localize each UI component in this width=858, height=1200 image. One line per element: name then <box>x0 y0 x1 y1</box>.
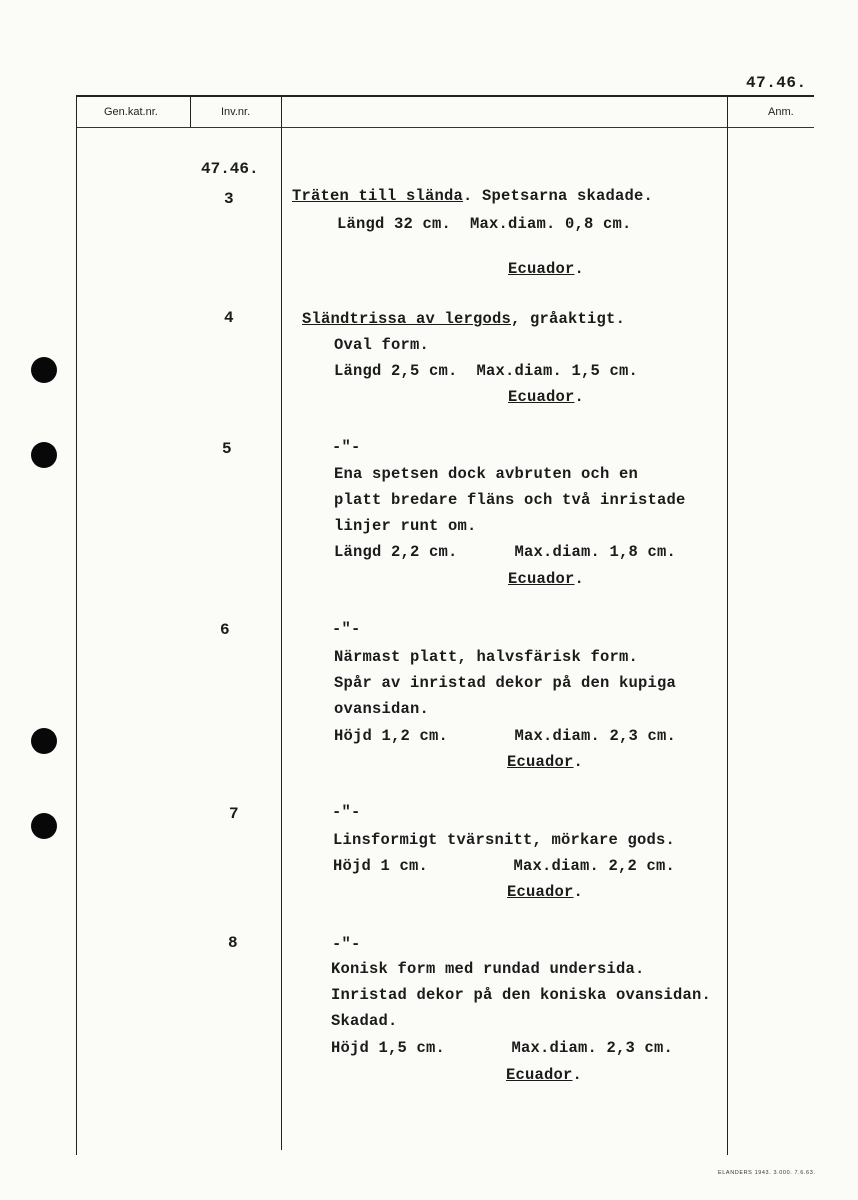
header-anm: Anm. <box>768 106 794 118</box>
column-divider <box>190 95 191 127</box>
object-title: Träten till slända <box>292 187 464 205</box>
inventory-number: 5 <box>222 440 232 458</box>
inventory-number: 8 <box>228 934 238 952</box>
entry-line <box>332 620 361 638</box>
entry-line <box>333 831 675 849</box>
entry-line <box>334 362 638 380</box>
entry-line <box>334 465 638 483</box>
line-text: . <box>573 883 584 901</box>
provenance: Ecuador <box>506 1066 573 1084</box>
entry-line <box>507 753 583 771</box>
entry-line <box>332 438 361 456</box>
provenance: Ecuador <box>508 570 575 588</box>
inventory-number: 6 <box>220 621 230 639</box>
inventory-number: 7 <box>229 805 239 823</box>
entry-line <box>334 517 477 535</box>
top-rule <box>76 95 814 97</box>
punch-hole <box>31 442 57 468</box>
entry-line <box>507 883 583 901</box>
line-text: Längd 32 cm. Max.diam. 0,8 cm. <box>337 215 632 233</box>
column-divider <box>76 95 77 1155</box>
line-text: linjer runt om. <box>334 517 477 535</box>
line-text: -"- <box>332 803 361 821</box>
printer-imprint: ELANDERS 1943. 3.000. 7.6.63. <box>718 1170 816 1176</box>
line-text: , gråaktigt. <box>511 310 626 328</box>
line-text: Längd 2,2 cm. Max.diam. 1,8 cm. <box>334 543 677 561</box>
entry-line <box>508 570 584 588</box>
line-text: -"- <box>332 438 361 456</box>
punch-hole <box>31 728 57 754</box>
line-text: Längd 2,5 cm. Max.diam. 1,5 cm. <box>334 362 639 380</box>
entry-line <box>302 310 625 328</box>
entry-line <box>334 543 676 561</box>
line-text: Höjd 1 cm. Max.diam. 2,2 cm. <box>333 857 676 875</box>
line-text: Närmast platt, halvsfärisk form. <box>334 648 639 666</box>
line-text: Oval form. <box>334 336 430 354</box>
line-text: Skadad. <box>331 1012 398 1030</box>
line-text: ovansidan. <box>334 700 430 718</box>
line-text: . <box>574 260 585 278</box>
line-text: Ena spetsen dock avbruten och en <box>334 465 639 483</box>
line-text: platt bredare fläns och två inristade <box>334 491 686 509</box>
line-text: -"- <box>332 620 361 638</box>
entry-line <box>331 986 711 1004</box>
series-number: 47.46. <box>201 160 259 178</box>
entry-line <box>508 388 584 406</box>
entry-line <box>292 187 653 205</box>
provenance: Ecuador <box>508 388 575 406</box>
line-text: . <box>572 1066 583 1084</box>
catalog-number: 47.46. <box>746 74 807 92</box>
entry-line <box>332 935 361 953</box>
entry-line <box>333 857 675 875</box>
line-text: . <box>573 753 584 771</box>
entry-line <box>506 1066 582 1084</box>
line-text: . <box>574 570 585 588</box>
entry-line <box>334 491 686 509</box>
entry-line <box>331 1039 673 1057</box>
line-text: Höjd 1,5 cm. Max.diam. 2,3 cm. <box>331 1039 674 1057</box>
provenance: Ecuador <box>508 260 575 278</box>
inventory-number: 3 <box>224 190 234 208</box>
line-text: -"- <box>332 935 361 953</box>
entry-line <box>334 727 676 745</box>
line-text: . <box>574 388 585 406</box>
line-text: . Spetsarna skadade. <box>463 187 654 205</box>
entry-line <box>508 260 584 278</box>
entry-line <box>337 215 632 233</box>
entry-line <box>334 648 638 666</box>
line-text: Inristad dekor på den koniska ovansidan. <box>331 986 712 1004</box>
provenance: Ecuador <box>507 753 574 771</box>
entry-line <box>331 1012 398 1030</box>
line-text: Spår av inristad dekor på den kupiga <box>334 674 677 692</box>
entry-line <box>334 674 676 692</box>
line-text: Linsformigt tvärsnitt, mörkare gods. <box>333 831 676 849</box>
entry-line <box>331 960 645 978</box>
header-rule <box>76 127 814 128</box>
column-divider <box>727 95 728 1155</box>
header-gen-kat: Gen.kat.nr. <box>104 106 158 118</box>
header-inv: Inv.nr. <box>221 106 251 118</box>
entry-line <box>334 700 429 718</box>
object-title: Sländtrissa av lergods <box>302 310 512 328</box>
column-divider <box>281 95 282 1150</box>
provenance: Ecuador <box>507 883 574 901</box>
line-text: Höjd 1,2 cm. Max.diam. 2,3 cm. <box>334 727 677 745</box>
entry-line <box>332 803 361 821</box>
punch-hole <box>31 357 57 383</box>
line-text: Konisk form med rundad undersida. <box>331 960 645 978</box>
entry-line <box>334 336 429 354</box>
inventory-number: 4 <box>224 309 234 327</box>
punch-hole <box>31 813 57 839</box>
